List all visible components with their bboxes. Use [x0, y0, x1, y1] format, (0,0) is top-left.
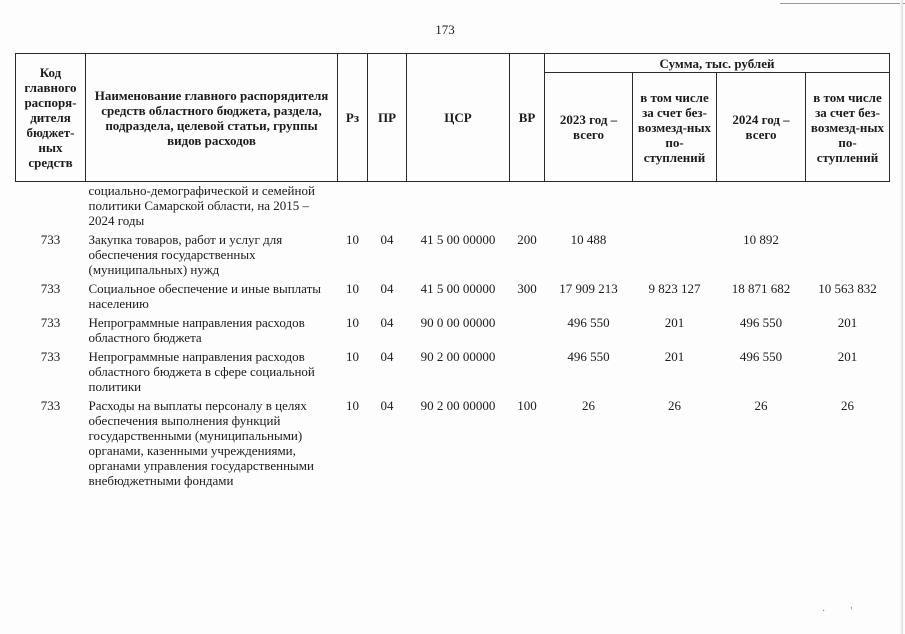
cell-csr: 41 5 00 00000 — [420, 232, 496, 247]
cell-pr: 04 — [380, 281, 394, 296]
cell-2024-free: 10 563 832 — [818, 281, 877, 296]
table-body — [16, 182, 890, 493]
cell-2024-total: 496 550 — [739, 349, 783, 364]
cell-2023-total: 496 550 — [567, 349, 610, 364]
cell-rz: 10 — [346, 398, 359, 413]
scan-artifact-dots: · ' — [822, 606, 853, 617]
cell-name: Расходы на выплаты персоналу в целях обеспечения выполнения функций государственными (муниципальными) органами, казенными учреждениями, органами управления государственными внебюджетными фондами — [88, 398, 314, 488]
table-row — [16, 232, 890, 281]
header-sum-group: Сумма, тыс. рублей — [545, 54, 890, 73]
cell-2023-free — [633, 232, 717, 281]
cell-csr: 90 0 00 00000 — [420, 315, 496, 330]
cell-code: 733 — [40, 232, 61, 247]
cell-2023-total — [545, 182, 633, 233]
cell-2023-total: 496 550 — [567, 315, 610, 330]
table-row — [16, 281, 890, 315]
cell-2023-total: 17 909 213 — [559, 281, 618, 296]
cell-2024-total: 496 550 — [739, 315, 783, 330]
cell-2024-total: 26 — [754, 398, 768, 413]
cell-2023-free — [633, 182, 717, 233]
cell-code: 733 — [40, 349, 61, 364]
cell-2024-total — [717, 182, 806, 233]
cell-2023-total: 10 488 — [570, 232, 607, 247]
cell-rz: 10 — [346, 232, 359, 247]
cell-vr — [510, 315, 545, 349]
cell-name: Непрограммные направления расходов областного бюджета в сфере социальной политики — [88, 349, 315, 394]
cell-csr: 90 2 00 00000 — [420, 398, 496, 413]
cell-2024-total: 10 892 — [743, 232, 779, 247]
cell-code: 733 — [40, 315, 61, 330]
header-vr: ВР — [510, 54, 545, 182]
header-pr: ПР — [368, 54, 407, 182]
header-2023-total: 2023 год – всего — [545, 73, 633, 182]
header-2023-free: в том числе за счет без-возмезд-ных по-ступлений — [633, 73, 717, 182]
table-header — [16, 54, 890, 182]
cell-2023-free: 26 — [668, 398, 681, 413]
cell-2024-total: 18 871 682 — [731, 281, 791, 296]
table-row — [16, 398, 890, 492]
header-rz: Рз — [338, 54, 368, 182]
cell-csr — [407, 182, 510, 233]
table-row — [16, 349, 890, 398]
cell-csr: 90 2 00 00000 — [420, 349, 496, 364]
cell-2023-free: 201 — [664, 349, 685, 364]
cell-pr: 04 — [380, 232, 394, 247]
cell-code: 733 — [40, 398, 61, 413]
cell-2024-free: 26 — [841, 398, 854, 413]
cell-pr — [368, 182, 407, 233]
header-name: Наименование главного распорядителя средств областного бюджета, раздела, подраздела, целевой статьи, группы видов расходов — [86, 54, 338, 182]
cell-2024-free: 201 — [837, 349, 858, 364]
page-number: 173 — [435, 22, 455, 37]
table-row — [16, 315, 890, 349]
cell-vr: 100 — [517, 398, 537, 413]
header-code: Код главного распоря-дителя бюджет-ных средств — [16, 54, 86, 182]
cell-name: Социальное обеспечение и иные выплаты населению — [88, 281, 322, 311]
cell-2024-free — [806, 232, 890, 281]
cell-vr: 200 — [517, 232, 537, 247]
cell-vr: 300 — [517, 281, 537, 296]
cell-name: Непрограммные направления расходов областного бюджета — [88, 315, 305, 345]
cell-2023-free: 201 — [664, 315, 685, 330]
header-2024-free: в том числе за счет без-возмезд-ных по-ступлений — [806, 73, 890, 182]
scan-artifact-line — [780, 3, 905, 4]
cell-code — [16, 182, 86, 233]
cell-2024-free — [806, 182, 890, 233]
cell-csr: 41 5 00 00000 — [420, 281, 496, 296]
budget-table — [15, 53, 890, 492]
cell-rz: 10 — [346, 315, 359, 330]
cell-rz: 10 — [346, 281, 359, 296]
cell-2023-free: 9 823 127 — [648, 281, 701, 296]
cell-name: социально-демографической и семейной политики Самарской области, на 2015 – 2024 годы — [88, 183, 315, 228]
table-row — [16, 182, 890, 233]
cell-pr: 04 — [380, 315, 394, 330]
cell-vr — [510, 182, 545, 233]
cell-2023-total: 26 — [582, 398, 595, 413]
cell-rz: 10 — [346, 349, 359, 364]
header-csr: ЦСР — [407, 54, 510, 182]
cell-vr — [510, 349, 545, 398]
cell-pr: 04 — [380, 349, 394, 364]
cell-code: 733 — [40, 281, 61, 296]
cell-name: Закупка товаров, работ и услуг для обеспечения государственных (муниципальных) нужд — [88, 232, 283, 277]
header-2024-total: 2024 год – всего — [717, 73, 806, 182]
scan-artifact-edge — [900, 0, 903, 634]
cell-pr: 04 — [380, 398, 394, 413]
cell-rz — [338, 182, 368, 233]
cell-2024-free: 201 — [837, 315, 858, 330]
